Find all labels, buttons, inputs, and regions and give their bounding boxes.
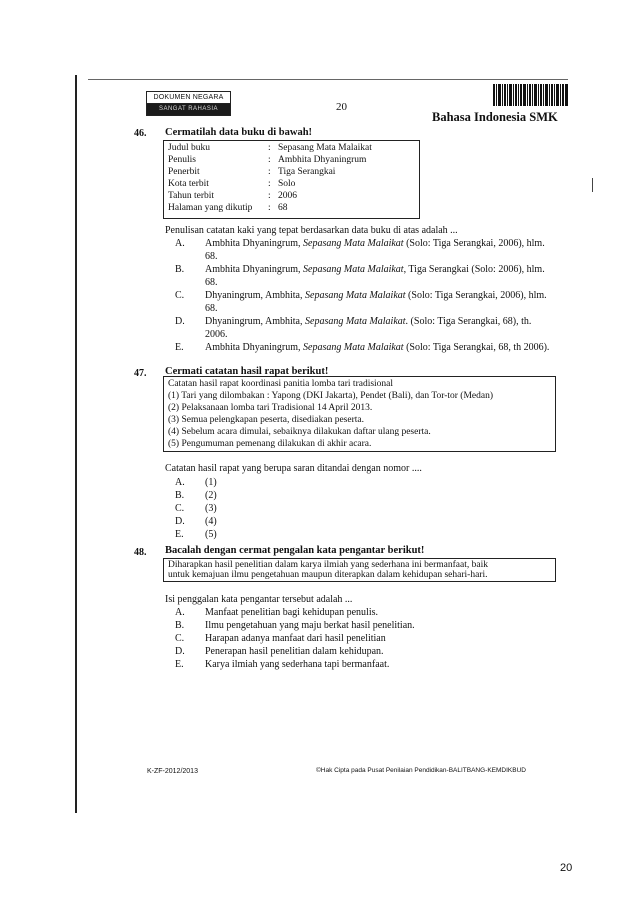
q47-item: (4) Sebelum acara dimulai, sebaiknya dilakukan daftar ulang peserta. [168, 427, 431, 437]
q47-item: (1) Tari yang dilombakan : Yapong (DKI Jakarta), Pendet (Bali), dan Tor-tor (Medan) [168, 391, 494, 401]
bottom-page-number: 20 [560, 862, 573, 874]
document-classification-stamp [146, 91, 231, 116]
footer-code: K-ZF-2012/2013 [147, 768, 198, 775]
subject-title: Bahasa Indonesia SMK [432, 110, 558, 124]
q48-question: Isi penggalan kata pengantar tersebut adalah ... [165, 594, 353, 605]
q48-excerpt-box [163, 558, 556, 582]
scan-right-mark [592, 178, 593, 192]
scanned-page: DOKUMEN NEGARA SANGAT RAHASIA 20 Bahasa Indonesia SMK 46. Cermatilah data buku di bawah! Judul buku : Sepasang Mata Malaikat Penulis : Ambhita Dhyaningrum Penerbit : Tiga Serangkai Kota terbit : Solo Tahun terbit : 2006 Halaman yang dikutip : 68 Penulisan catatan kaki yang tepat berdasarkan data buku di atas adalah ... A. Ambhita Dhyaningrum, Sepasang Mata Malaikat (Solo: Tiga Serangkai, 2006), hlm. 68. B. Ambhita Dhyaningrum, Sepasang Mata Malaikat, Tiga Serangkai (Solo: 2006), hlm. 68. C. Dhyaningrum, Ambhita, Sepasang Mata Malaikat (Solo: Tiga Serangkai, 2006), hlm. 68. D. Dhyaningrum, Ambhita, Sepasang Mata Malaikat. (Solo: Tiga Serangkai, 68), th. 2006. E. Ambhita Dhyaningrum, Sepasang Mata Malaikat (Solo: Tiga Serangkai, 68, th 2006). 47. Cermati catatan hasil rapat berikut! Catatan hasil rapat koordinasi panitia lomba tari tradisional (1) Tari yang dilombakan : Yapong (DKI Jakarta), Pendet (Bali), dan Tor-tor (Medan) (2) Pelaksanaan lomba tari Tradisional 14 April 2013. (3) Semua pelengkapan peserta, disediakan peserta. (4) Sebelum acara dimulai, sebaiknya dilakukan daftar ulang peserta. (5) Pengumuman pemenang dilakukan di akhir acara. Catatan hasil rapat yang berupa saran ditandai dengan nomor .... A. (1) B. (2) C. (3) D. (4) E. (5) 48. Bacalah dengan cermat pengalan kata pengantar berikut! Diharapkan hasil penelitian dalam karya ilmiah yang sederhana ini bermanfaat, baik untuk kemajuan ilmu pengetahuan maupun diterapkan dalam kehidupan sehari-hari. Isi penggalan kata pengantar tersebut adalah ... A. Manfaat penelitian bagi kehidupan penulis. B. Ilmu pengetahuan yang maju berkat hasil penelitian. C. Harapan adanya manfaat dari hasil penelitian D. Penerapan hasil penelitian dalam kehidupan. E. Karya ilmiah yang sederhana tapi bermanfaat. K-ZF-2012/2013 ©Hak Cipta pada Pusat Penilaian Pendidikan-BALITBANG-KEMDIKBUD 20 [0, 0, 638, 903]
q47-title: Cermati catatan hasil rapat berikut! [165, 366, 329, 377]
q48-number: 48. [134, 547, 147, 558]
scan-left-edge [75, 75, 77, 813]
q46-number: 46. [134, 128, 147, 139]
q46-title: Cermatilah data buku di bawah! [165, 127, 313, 138]
scan-top-edge [88, 79, 568, 80]
q46-book-data-box [163, 140, 420, 219]
q46-question: Penulisan catatan kaki yang tepat berdasarkan data buku di atas adalah ... [165, 225, 458, 236]
doc-label-top: DOKUMEN NEGARA [147, 92, 230, 104]
header-page-number: 20 [336, 101, 347, 113]
q46-row: Halaman yang dikutip : 68 [168, 203, 288, 213]
q48-excerpt-line: untuk kemajuan ilmu pengetahuan maupun diterapkan dalam kehidupan sehari-hari. [168, 570, 488, 580]
q46-row: Kota terbit : Solo [168, 179, 296, 189]
q48-excerpt-line: Diharapkan hasil penelitian dalam karya ilmiah yang sederhana ini bermanfaat, baik [168, 560, 488, 570]
q47-item: (5) Pengumuman pemenang dilakukan di akhir acara. [168, 439, 372, 449]
q47-item: (3) Semua pelengkapan peserta, disediakan peserta. [168, 415, 364, 425]
barcode-icon [493, 84, 568, 106]
q47-number: 47. [134, 368, 147, 379]
q47-meeting-notes-box [163, 376, 556, 452]
q48-title: Bacalah dengan cermat pengalan kata pengantar berikut! [165, 545, 425, 556]
footer-copyright: ©Hak Cipta pada Pusat Penilaian Pendidikan-BALITBANG-KEMDIKBUD [316, 767, 526, 774]
q47-box-title: Catatan hasil rapat koordinasi panitia lomba tari tradisional [168, 379, 394, 389]
q46-row: Judul buku : Sepasang Mata Malaikat [168, 143, 372, 153]
q47-question: Catatan hasil rapat yang berupa saran ditandai dengan nomor .... [165, 463, 422, 474]
q46-row: Penulis : Ambhita Dhyaningrum [168, 155, 367, 165]
doc-label-bottom: SANGAT RAHASIA [147, 104, 230, 115]
q47-item: (2) Pelaksanaan lomba tari Tradisional 14 April 2013. [168, 403, 373, 413]
q46-row: Penerbit : Tiga Serangkai [168, 167, 336, 177]
q46-row: Tahun terbit : 2006 [168, 191, 297, 201]
